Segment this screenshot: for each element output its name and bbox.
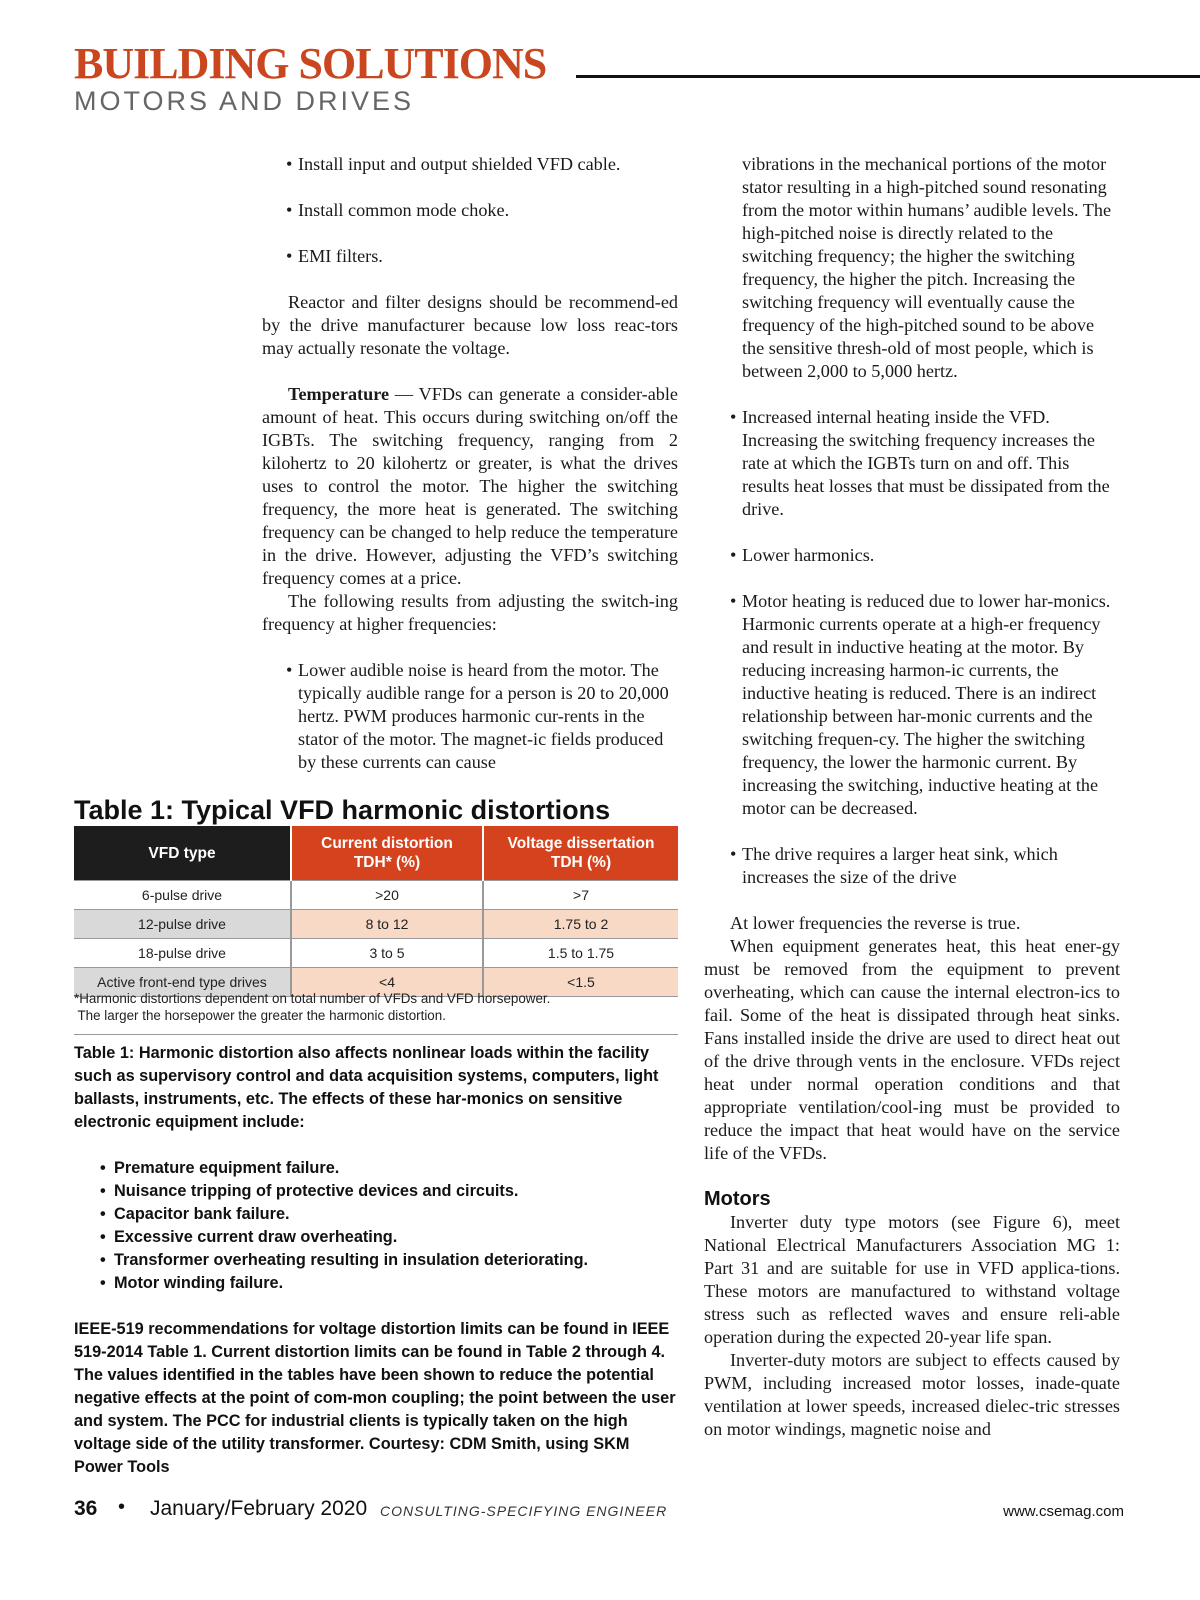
page-number: 36 [74,1497,98,1520]
bullet-item: • Motor heating is reduced due to lower har-monics. Harmonic currents operate at a high-er frequency and result in inductive heating at the motor. By reducing increasing harmon-ic currents, the inductive heating is reduced. There is an indirect relationship between har-monic currents and the switching frequen-cy. The higher the switching frequency, the lower the harmonic current. By increasing the switching, inductive heating at the motor can be decreased. [730,590,1120,820]
table-cell: 6-pulse drive [74,881,291,910]
header-rule [576,75,1200,78]
header-line: TDH* (%) [353,854,421,871]
table-row [74,939,678,968]
header-line: TDH (%) [550,854,612,871]
page-header [74,40,1200,120]
table-cell: 1.5 to 1.75 [483,939,678,968]
column-header-vfd-type: VFD type [74,826,291,881]
column-header-voltage-distortion [483,826,678,881]
table-cell: <4 [291,968,483,997]
list-item: • Capacitor bank failure. [100,1203,678,1226]
bullet-item: • EMI filters. [286,245,678,268]
paragraph: The following results from adjusting the switch-ing frequency at higher frequencies: [262,591,678,634]
bullet-item: • Install input and output shielded VFD cable. [286,153,678,176]
list-item: • Excessive current draw overheating. [100,1226,678,1249]
bullet-item: • Lower harmonics. [730,544,1120,567]
table-title: Table 1: Typical VFD harmonic distortions [74,795,611,825]
run-in-heading: Temperature [288,384,390,404]
section-kicker: BUILDING SOLUTIONS [74,39,547,88]
paragraph-continued: vibrations in the mechanical portions of the motor stator resulting in a high-pitched sound resonating from the motor within humans’ audible levels. The high-pitched noise is directly related to the switching frequency; the higher the switching frequency, the higher the pitch. Increasing the switching frequency will eventually cause the frequency of the high-pitched sound to be above the sensitive thresh-old of most people, which is between 2,000 to 5,000 hertz. [742,154,1112,381]
bullet-item: • Increased internal heating inside the VFD. Increasing the switching frequency increases the rate at which the IGBTs turn on and off. This results heat losses that must be dissipated from the drive. [730,406,1120,521]
table-cell: >20 [291,881,483,910]
paragraph-body: — VFDs can generate a consider-able amount of heat. This occurs during switching on/off the IGBTs. The switching frequency, ranging from 2 kilohertz to 20 kilohertz or greater, is what the drives uses to control the motor. The higher the switching frequency, the more heat is generated. The switching frequency can be changed to help reduce the temperature in the drive. However, adjusting the VFD’s switching frequency comes at a price. [262,384,678,588]
article-column-middle [262,153,678,774]
harmonic-distortion-table [74,826,678,997]
header-line: Voltage dissertation [507,835,655,852]
bullet-item: • The drive requires a larger heat sink, which increases the size of the drive [730,843,1120,889]
list-item: • Motor winding failure. [100,1272,678,1295]
table-cell: 18-pulse drive [74,939,291,968]
paragraph: When equipment generates heat, this heat ener-gy must be removed from the equipment to prevent overheating, which can cause the internal electron-ics to fail. Some of the heat is dissipated through heat sinks. Fans installed inside the drive are used to direct heat out of the drive through vents in the enclosure. VFDs reject heat under normal operation conditions and that appropriate ventilation/cool-ing must be provided to reduce the impact that heat would have on the service life of the VFDs. [704,936,1120,1163]
table-cell: <1.5 [483,968,678,997]
table-cell: 3 to 5 [291,939,483,968]
table-cell: 12-pulse drive [74,910,291,939]
table-row [74,910,678,939]
table-footnote [74,990,678,1035]
table-caption [74,1042,678,1479]
column-header-current-distortion [291,826,483,881]
table-cell: 8 to 12 [291,910,483,939]
footnote-line: *Harmonic distortions dependent on total number of VFDs and VFD horsepower. [74,991,551,1006]
footer-separator: • [118,1496,126,1518]
section-heading-motors: Motors [704,1188,771,1210]
page-footer [74,1497,1124,1527]
caption-ieee-note: IEEE-519 recommendations for voltage distortion limits can be found in IEEE 519-2014 Table 1. Current distortion limits can be found in Table 2 through 4. The values identified in the tables have been shown to reduce the potential negative effects at the point of com-mon coupling; the point between the user and system. The PCC for industrial clients is typically taken on the high voltage side of the utility transformer. Courtesy: CDM Smith, using SKM Power Tools [74,1320,676,1476]
section-subtitle: MOTORS AND DRIVES [74,86,415,116]
table-cell: 1.75 to 2 [483,910,678,939]
article-column-right [704,153,1120,1441]
paragraph: Reactor and filter designs should be recommend-ed by the drive manufacturer because low loss reac-tors may actually resonate the voltage. [262,292,678,358]
list-item: • Nuisance tripping of protective devices and circuits. [100,1180,678,1203]
footnote-line: The larger the horsepower the greater the harmonic distortion. [74,1008,446,1023]
header-line: Current distortion [321,835,453,852]
list-item: • Transformer overheating resulting in insulation deteriorating. [100,1249,678,1272]
magazine-name: CONSULTING-SPECIFYING ENGINEER [380,1503,668,1519]
paragraph [262,383,678,590]
paragraph: At lower frequencies the reverse is true. [730,913,1021,933]
table-cell: Active front-end type drives [74,968,291,997]
issue-date: January/February 2020 [150,1497,368,1520]
paragraph: Inverter-duty motors are subject to effects caused by PWM, including increased motor losses, inade-quate ventilation at lower speeds, increased dielec-tric stresses on motor windings, magnetic noise and [704,1350,1120,1439]
caption-bullet-list [100,1157,678,1295]
bullet-item: • Lower audible noise is heard from the motor. The typically audible range for a person is 20 to 20,000 hertz. PWM produces harmonic cur-rents in the stator of the motor. The magnet-ic fields produced by these currents can cause [286,659,678,774]
caption-intro: Table 1: Harmonic distortion also affects nonlinear loads within the facility such as supervisory control and data acquisition systems, computers, light ballasts, instruments, etc. The effects of these har-monics on sensitive electronic equipment include: [74,1044,659,1131]
website-link[interactable]: www.csemag.com [1003,1503,1124,1520]
table-row [74,881,678,910]
paragraph: Inverter duty type motors (see Figure 6), meet National Electrical Manufacturers Association MG 1: Part 31 and are suitable for use in VFD applica-tions. These motors are manufactured to withstand voltage stress such as reflected waves and ensure reli-able operation during the expected 20-year life span. [704,1212,1120,1347]
list-item: • Premature equipment failure. [100,1157,678,1180]
table-cell: >7 [483,881,678,910]
table-header-row [74,826,678,881]
bullet-item: • Install common mode choke. [286,199,678,222]
